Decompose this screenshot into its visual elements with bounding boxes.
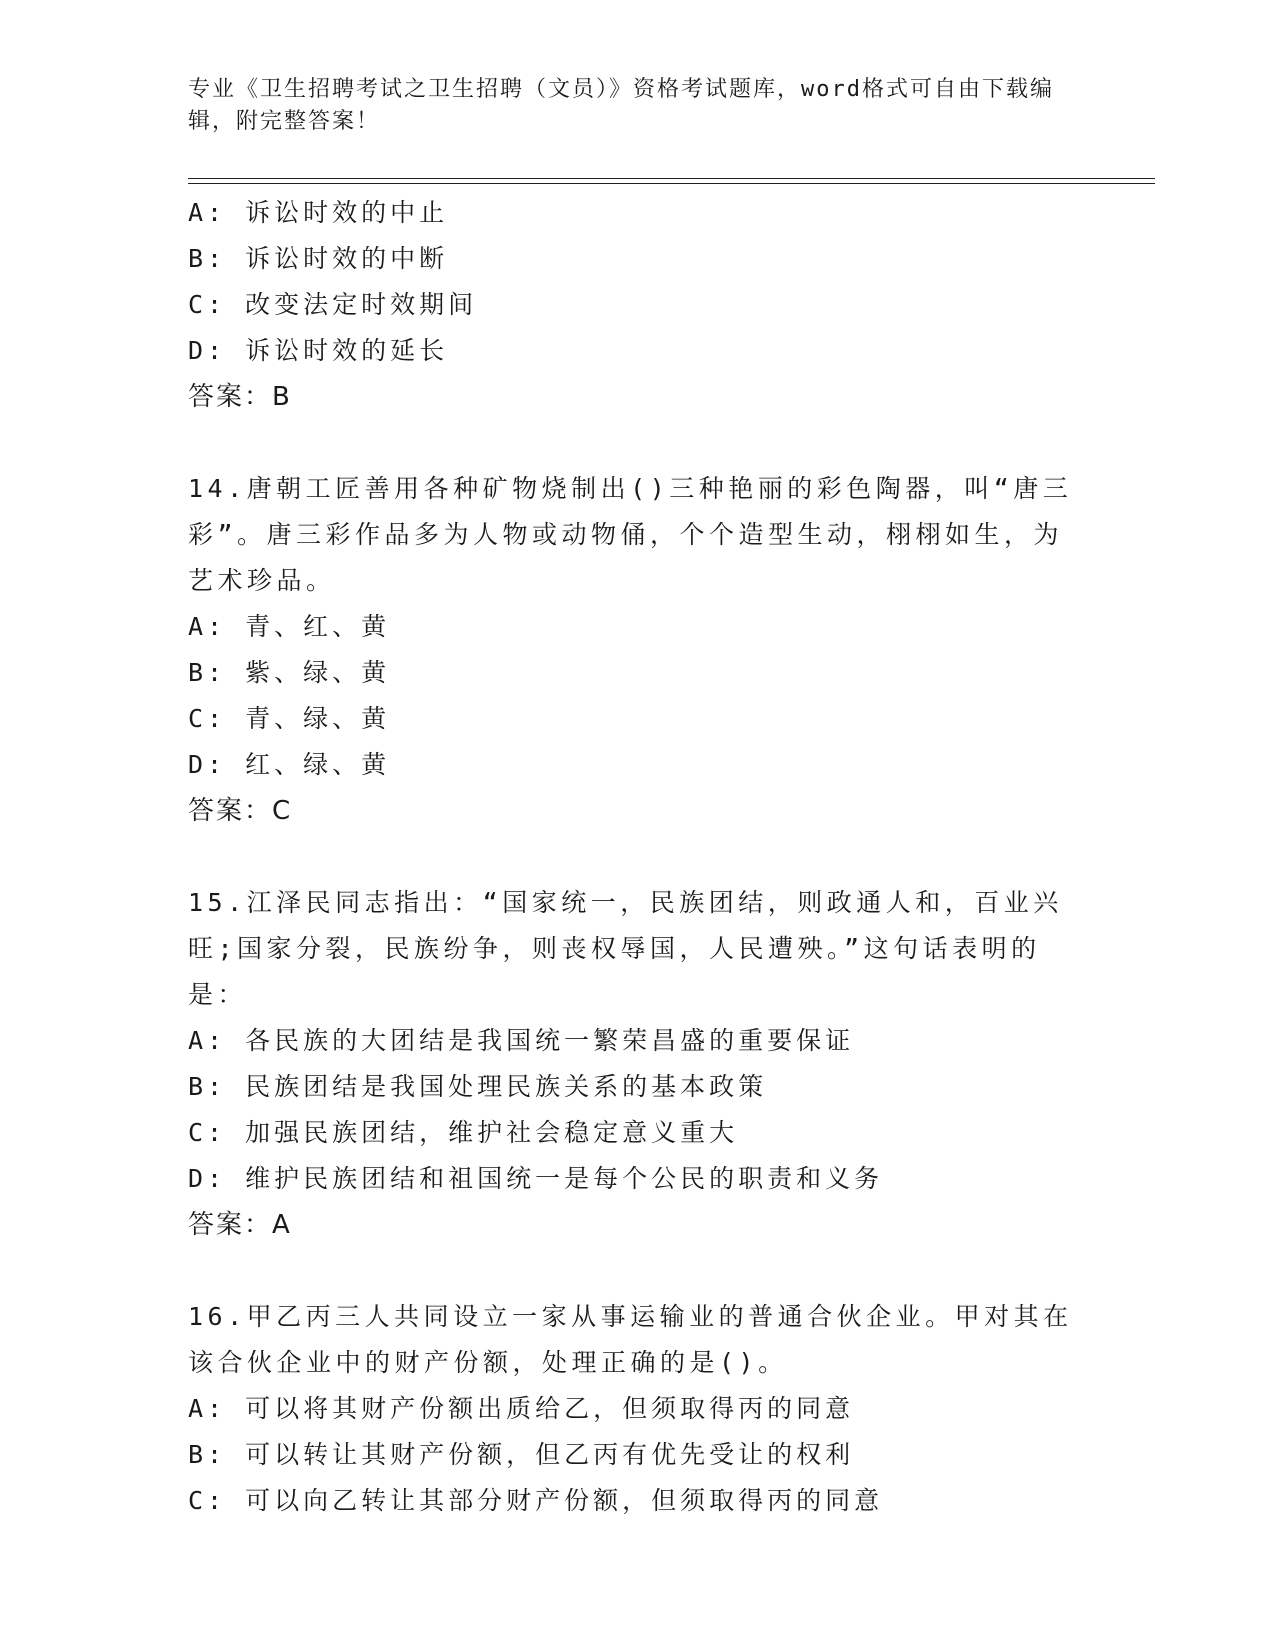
option-c: C: 加强民族团结，维护社会稳定意义重大	[188, 1118, 739, 1147]
question-list	[188, 190, 1088, 1524]
question-stem: 14.唐朝工匠善用各种矿物烧制出()三种艳丽的彩色陶器，叫“唐三彩”。唐三彩作品多为人物或动物俑，个个造型生动，栩栩如生，为艺术珍品。	[188, 474, 1073, 595]
option-a: A: 可以将其财产份额出质给乙，但须取得丙的同意	[188, 1394, 855, 1423]
option-c: C: 可以向乙转让其部分财产份额，但须取得丙的同意	[188, 1486, 884, 1515]
question-16	[188, 1294, 1088, 1524]
option-d: D: 诉讼时效的延长	[188, 336, 449, 365]
option-b: B: 紫、绿、黄	[188, 658, 391, 687]
question-13-tail	[188, 190, 1088, 420]
option-b: B: 民族团结是我国处理民族关系的基本政策	[188, 1072, 768, 1101]
question-stem: 15.江泽民同志指出：“国家统一，民族团结，则政通人和，百业兴旺;国家分裂，民族纷争，则丧权辱国，人民遭殃。”这句话表明的是：	[188, 888, 1063, 1009]
question-stem: 16.甲乙丙三人共同设立一家从事运输业的普通合伙企业。甲对其在该合伙企业中的财产份额，处理正确的是()。	[188, 1302, 1073, 1377]
option-c: C: 改变法定时效期间	[188, 290, 478, 319]
option-a: A: 青、红、黄	[188, 612, 391, 641]
option-a: A: 诉讼时效的中止	[188, 198, 449, 227]
option-b: B: 可以转让其财产份额，但乙丙有优先受让的权利	[188, 1440, 855, 1469]
header-divider-bottom	[188, 183, 1155, 184]
question-14	[188, 466, 1088, 834]
document-header: 专业《卫生招聘考试之卫生招聘（文员）》资格考试题库，word格式可自由下载编辑，附完整答案！	[188, 77, 1054, 134]
answer-label: 答案：C	[188, 796, 293, 826]
header-divider-top	[188, 178, 1155, 179]
question-15	[188, 880, 1088, 1248]
answer-label: 答案：B	[188, 382, 292, 412]
option-b: B: 诉讼时效的中断	[188, 244, 449, 273]
option-d: D: 维护民族团结和祖国统一是每个公民的职责和义务	[188, 1164, 884, 1193]
answer-label: 答案：A	[188, 1210, 292, 1240]
option-c: C: 青、绿、黄	[188, 704, 391, 733]
option-d: D: 红、绿、黄	[188, 750, 391, 779]
option-a: A: 各民族的大团结是我国统一繁荣昌盛的重要保证	[188, 1026, 855, 1055]
